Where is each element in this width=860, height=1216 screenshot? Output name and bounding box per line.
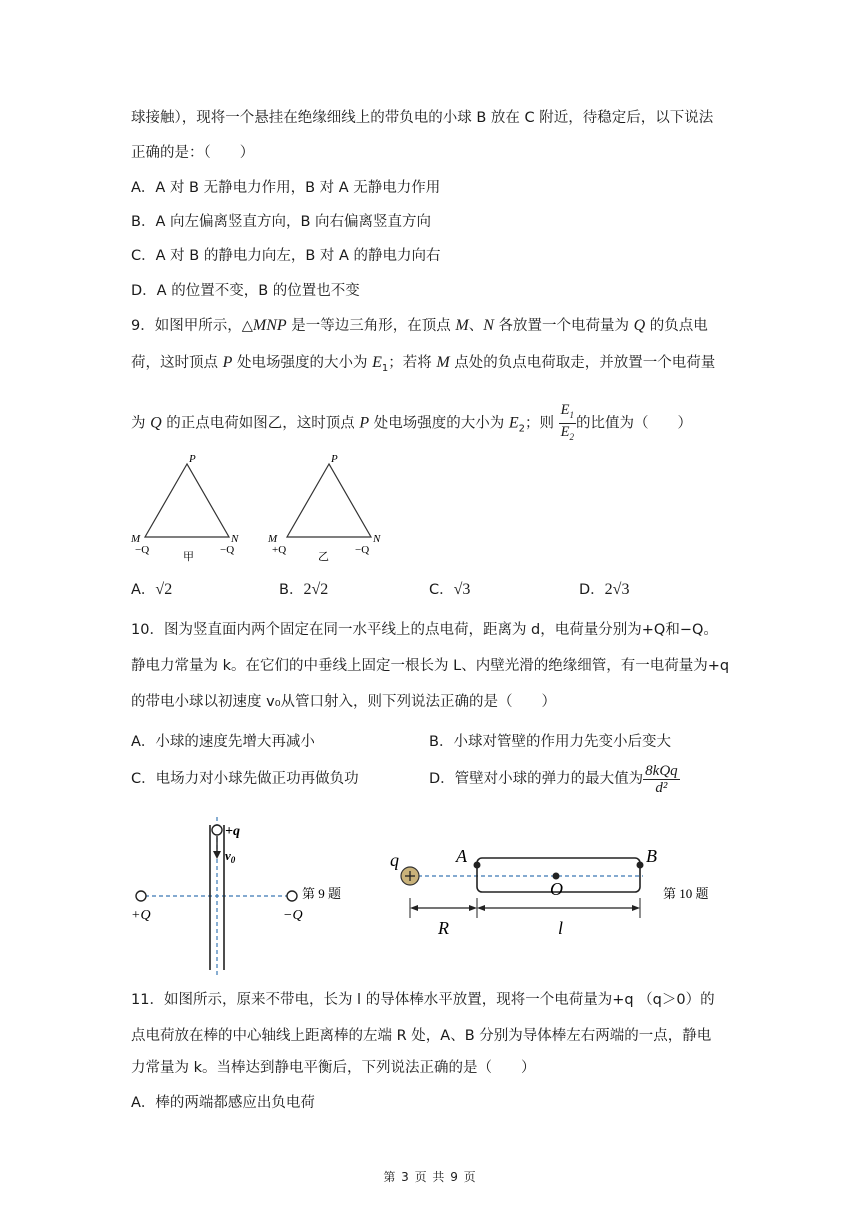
q9-option-c: C．√3: [429, 581, 471, 598]
charge-plus-Q: [136, 891, 146, 901]
q9-line3: 为 Q 的正点电荷如图乙，这时顶点 P 处电场强度的大小为 $E_2$；则 $\frac{E_1}{E_2}$ 的比值为（ ）: [131, 402, 692, 446]
q10-option-b: B．小球对管壁的作用力先变小后变大: [429, 734, 671, 750]
triangle-jia: [130, 453, 239, 563]
charge-n1: −Q: [220, 544, 235, 556]
figure-rod-diagram: [388, 840, 728, 945]
caption-jia: 甲: [183, 551, 194, 563]
label-minus-Q: −Q: [283, 908, 303, 923]
label-n2: N: [373, 533, 381, 545]
label-r: R: [438, 918, 449, 938]
label-v0: $v_0$: [225, 848, 236, 865]
label-l: l: [558, 918, 564, 938]
q8-line2: 正确的是：（ ）: [131, 145, 255, 161]
q10-option-a: A．小球的速度先增大再减小: [131, 734, 315, 750]
q9-option-a: A．√2: [131, 581, 173, 598]
q9-line1: 9．如图甲所示，△MNP 是一等边三角形，在顶点 M、N 各放置一个电荷量为 Q 的负点电: [131, 317, 708, 334]
q10-line3: 的带电小球以初速度 v₀从管口射入，则下列说法正确的是（ ）: [131, 694, 557, 710]
label-o: O: [550, 879, 563, 899]
label-b: B: [646, 846, 657, 866]
q10-option-c: C．电场力对小球先做正功再做负功: [131, 771, 359, 787]
charge-m1: −Q: [135, 544, 150, 556]
q10-line2: 静电力常量为 k。在它们的中垂线上固定一根长为 L、内壁光滑的绝缘细管，有一电荷量为+q: [131, 658, 730, 674]
caption-fig10: 第 10 题: [663, 886, 709, 901]
q11-line3: 力常量为 k。当棒达到静电平衡后，下列说法正确的是（ ）: [131, 1060, 536, 1076]
label-a: A: [456, 846, 467, 866]
label-q: q: [390, 850, 399, 870]
q8-option-d: D．A 的位置不变，B 的位置也不变: [131, 283, 360, 299]
q10-option-d: D．管壁对小球的弹力的最大值为 $\frac{\text{8kQq}}{\text{d²}}$: [429, 762, 678, 796]
triangle-yi: [267, 453, 381, 563]
q11-option-a: A．棒的两端都感应出负电荷: [131, 1095, 315, 1111]
q11-line2: 点电荷放在棒的中心轴线上距离棒的左端 R 处，A、B 分别为导体棒左右两端的一点，静电: [131, 1028, 712, 1044]
label-m2: M: [268, 533, 278, 545]
q8-option-a: A．A 对 B 无静电力作用，B 对 A 无静电力作用: [131, 180, 441, 196]
caption-fig9: 第 9 题: [302, 886, 342, 901]
q9-line2: 荷，这时顶点 P 处电场强度的大小为 $E_1$；若将 M 点处的负点电荷取走，并放置一个电荷量: [131, 354, 716, 374]
triangle-figures: [125, 450, 395, 572]
q10-line1: 10．图为竖直面内两个固定在同一水平线上的点电荷，距离为 d，电荷量分别为+Q和−Q。: [131, 622, 718, 638]
label-p2: P: [331, 453, 338, 465]
q11-line1: 11．如图所示，原来不带电，长为 l 的导体棒水平放置，现将一个电荷量为+q （q＞0）的: [131, 992, 715, 1008]
caption-yi: 乙: [318, 551, 329, 563]
label-p1: P: [189, 453, 196, 465]
label-plus-q: +q: [225, 824, 240, 839]
q9-option-d: D．2√3: [579, 581, 630, 598]
charge-n2: −Q: [355, 544, 370, 556]
label-m1: M: [131, 533, 141, 545]
q8-option-b: B．A 向左偏离竖直方向，B 向右偏离竖直方向: [131, 214, 432, 230]
max-force-fraction: $\frac{\text{8kQq}}{\text{d²}}$: [645, 762, 678, 796]
q8-line1: 球接触），现将一个悬挂在绝缘细线上的带负电的小球 B 放在 C 附近，待稳定后，以下说法: [131, 110, 714, 126]
q9-option-b: B．2√2: [279, 581, 329, 598]
figure-tube-diagram: [125, 815, 355, 985]
q8-option-c: C．A 对 B 的静电力向左，B 对 A 的静电力向右: [131, 248, 441, 264]
charge-minus-Q: [287, 891, 297, 901]
ball-q: [212, 825, 222, 835]
page-footer: 第 3 页 共 9 页: [383, 1170, 477, 1184]
label-plus-Q: +Q: [131, 908, 151, 923]
e1-over-e2-fraction: $\frac{E_1}{E_2}$: [560, 402, 575, 442]
charge-m2: +Q: [272, 544, 287, 556]
label-n1: N: [231, 533, 239, 545]
